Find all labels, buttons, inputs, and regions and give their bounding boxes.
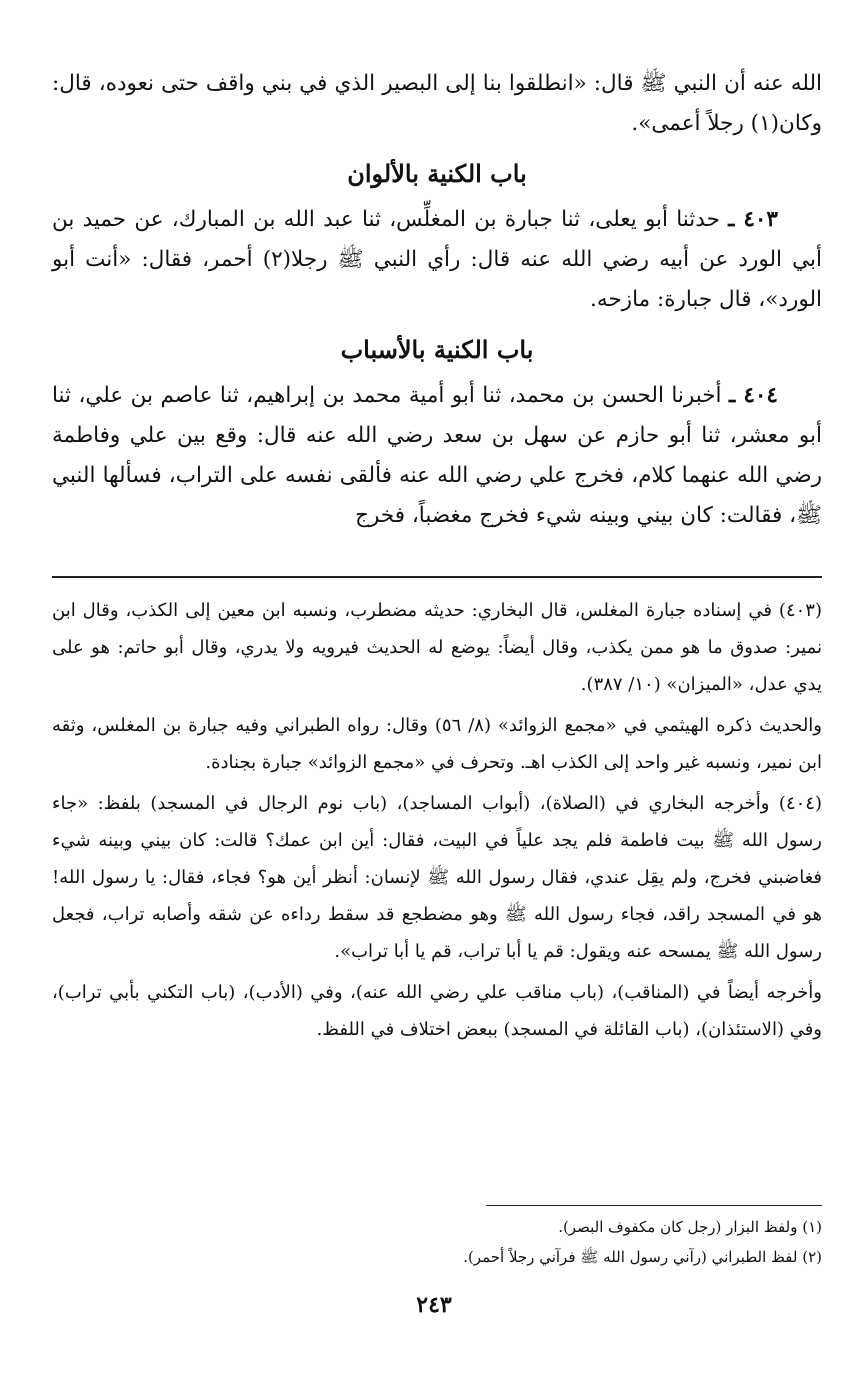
hadith-404-number: ٤٠٤ ـ [728, 383, 778, 408]
note-404-a: (٤٠٤) وأخرجه البخاري في (الصلاة)، (أبواب المساجد)، (باب نوم الرجال في المسجد) بلفظ: «جاء رسول الله ﷺ بيت فاطمة فلم يجد علياً في البيت، فقال: أين ابن عمك؟ قالت: كان بيني وبينه شيء فغاضبني فخرج، ولم يقِل عندي، فقال رسول الله ﷺ لإنسان: أنظر أين هو؟ فجاء، فقال: يا رسول الله! هو في المسجد راقد، فجاء رسول الله ﷺ وهو مضطجع قد سقط رداءه عن شقه وأصابه تراب، فجعل رسول الله ﷺ يمسحه عنه ويقول: قم يا أبا تراب، قم يا أبا تراب». [52, 793, 822, 962]
page-number: ٢٤٣ [416, 1292, 452, 1318]
intro-paragraph: الله عنه أن النبي ﷺ قال: «انطلقوا بنا إلى البصير الذي في بني واقف حتى نعوده، قال: وكان(١) رجلاً أعمى». [52, 71, 822, 136]
hadith-404 [52, 376, 822, 536]
main-divider [52, 576, 822, 578]
note-404-b: وأخرجه أيضاً في (المناقب)، (باب مناقب علي رضي الله عنه)، وفي (الأدب)، (باب التكني بأبي تراب)، وفي (الاستئذان)، (باب القائلة في المسجد) ببعض اختلاف في اللفظ. [52, 982, 822, 1040]
hadith-403-number: ٤٠٣ ـ [728, 207, 778, 232]
commentary-notes [52, 592, 822, 1052]
hadith-403-text: حدثنا أبو يعلى، ثنا جبارة بن المغلِّس، ثنا عبد الله بن المبارك، عن حميد بن أبي الورد عن أبيه رضي الله عنه قال: رأي النبي ﷺ رجلا(٢) أحمر، فقال: «أنت أبو الورد»، قال جبارة: مازحه. [52, 207, 822, 312]
footnote-2: (٢) لفظ الطبراني (رآني رسول الله ﷺ فرآني رجلاً أحمر). [463, 1248, 822, 1266]
note-403-a: (٤٠٣) في إسناده جبارة المغلس، قال البخاري: حديثه مضطرب، ونسبه ابن معين إلى الكذب، وقال ابن نمير: صدوق ما هو ممن يكذب، وقال أيضاً: يوضع له الحديث فيرويه ولا يدري، وقال أبو حاتم: هو على يدي عدل، «الميزان» (١٠/ ٣٨٧). [52, 600, 822, 695]
note-403-b: والحديث ذكره الهيثمي في «مجمع الزوائد» (٨/ ٥٦) وقال: رواه الطبراني وفيه جبارة بن المغلس، وثقه ابن نمير، ونسبه غير واحد إلى الكذب اهـ. وتحرف في «مجمع الزوائد» جبارة بجنادة. [52, 715, 822, 773]
main-text [52, 64, 822, 536]
hadith-403 [52, 200, 822, 320]
footnote-1: (١) ولفظ البزار (رجل كان مكفوف البصر). [558, 1218, 822, 1236]
footnote-divider [486, 1205, 822, 1206]
section-heading-causes: باب الكنية بالأسباب [340, 335, 534, 364]
footnotes [52, 1212, 822, 1272]
hadith-404-text: أخبرنا الحسن بن محمد، ثنا أبو أمية محمد بن إبراهيم، ثنا عاصم بن علي، ثنا أبو معشر، ثنا أبو حازم عن سهل بن سعد رضي الله عنه قال: وقع بين علي وفاطمة رضي الله عنهما كلام، فخرج علي رضي الله عنه فألقى نفسه على التراب، فسألها النبي ﷺ، فقالت: كان بيني وبينه شيء فخرج مغضباً، فخرج [52, 383, 822, 528]
section-heading-colors: باب الكنية بالألوان [347, 159, 527, 188]
